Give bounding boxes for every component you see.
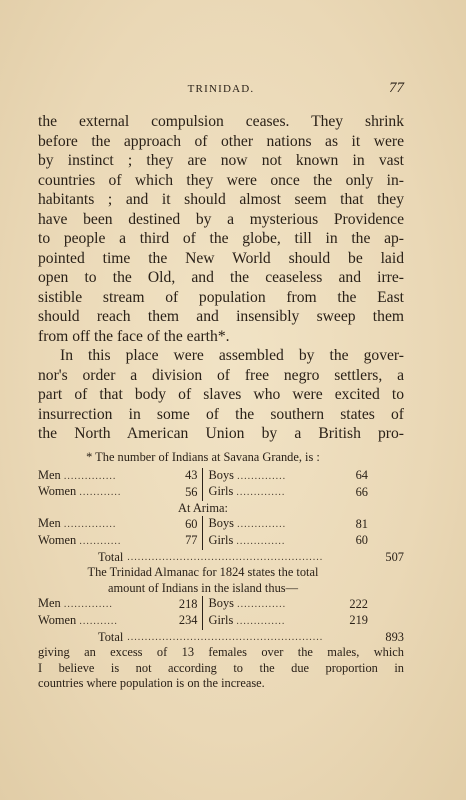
leader-dots: .............. <box>237 470 287 482</box>
table-row <box>38 596 368 613</box>
text-line: the external compulsion ceases. They shrink <box>38 113 404 130</box>
text-line: habitants ; and it should almost seem that they <box>38 191 404 208</box>
arima-table <box>38 516 368 549</box>
total-row <box>38 550 404 566</box>
leader-dots: ............ <box>79 487 122 499</box>
leader-dots: ........................................................ <box>127 631 324 643</box>
row-value: 60 <box>355 533 368 548</box>
body-text <box>38 112 404 444</box>
running-head <box>38 80 404 100</box>
row-value: 60 <box>158 516 202 533</box>
leader-dots: .............. <box>237 599 287 611</box>
row-value: 234 <box>158 613 202 630</box>
text-line: before the approach of other nations as it were <box>38 132 404 150</box>
text-line: giving an excess of 13 females over the males, which <box>38 645 404 660</box>
row-label: Men <box>38 516 61 531</box>
total-value: 893 <box>385 629 404 644</box>
leader-dots: .............. <box>236 615 286 627</box>
table-row <box>38 533 368 550</box>
text-line: part of that body of slaves who were excited to <box>38 386 404 403</box>
running-head-title: TRINIDAD. <box>187 83 255 95</box>
row-value: 218 <box>158 596 202 613</box>
row-value: 66 <box>355 484 368 499</box>
text-line: In this place were assembled by the gover- <box>60 347 404 364</box>
leader-dots: ............ <box>79 535 122 547</box>
row-label: Girls <box>208 484 234 499</box>
leader-dots: .............. <box>237 519 287 531</box>
row-label: Girls <box>208 532 234 547</box>
row-value: 219 <box>349 613 368 628</box>
row-value: 43 <box>158 468 202 485</box>
row-value: 222 <box>349 596 368 611</box>
table-row <box>38 484 368 501</box>
page-number: 77 <box>389 80 404 96</box>
total-label: Total <box>98 549 124 564</box>
text-line: the North American Union by a British pro- <box>38 425 404 442</box>
footnote-closing <box>38 645 404 692</box>
row-value: 56 <box>158 484 202 501</box>
leader-dots: ........... <box>79 615 118 627</box>
arima-heading: At Arima: <box>178 500 228 515</box>
row-label: Women <box>38 484 77 499</box>
island-table <box>38 596 368 629</box>
row-value: 77 <box>158 533 202 550</box>
total-label: Total <box>98 629 124 644</box>
row-value: 64 <box>355 468 368 483</box>
almanac-line: amount of Indians in the island thus— <box>108 580 298 595</box>
row-label: Men <box>38 596 61 611</box>
table-row <box>38 468 368 485</box>
text-line: to people a third of the globe, till in the ap- <box>38 230 404 247</box>
text-line: nor's order a division of free negro settlers, a <box>38 366 404 384</box>
text-line: countries where population is on the increase. <box>38 676 265 691</box>
row-label: Boys <box>208 596 234 611</box>
paragraph-1 <box>38 112 404 346</box>
table-row <box>38 613 368 630</box>
table-row <box>38 516 368 533</box>
row-label: Women <box>38 532 77 547</box>
footnote <box>38 450 404 692</box>
row-label: Boys <box>208 516 234 531</box>
leader-dots: ........................................................ <box>127 551 324 563</box>
paragraph-2 <box>38 346 404 444</box>
text-line: have been destined by a mysterious Providence <box>38 210 404 228</box>
text-line: from off the face of the earth*. <box>38 327 230 345</box>
leader-dots: .............. <box>63 599 113 611</box>
leader-dots: ............... <box>63 519 117 531</box>
row-label: Girls <box>208 612 234 627</box>
row-label: Men <box>38 467 61 482</box>
text-line: insurrection in some of the southern states of <box>38 405 404 423</box>
row-label: Boys <box>208 467 234 482</box>
total-value: 507 <box>385 549 404 564</box>
leader-dots: ............... <box>63 470 117 482</box>
text-line: I believe is not according to the due proportion in <box>38 660 404 675</box>
text-line: by instinct ; they are now not known in vast <box>38 152 404 169</box>
almanac-line: The Trinidad Almanac for 1824 states the total <box>87 565 319 580</box>
savana-table <box>38 468 368 501</box>
text-line: sistible stream of population from the East <box>38 288 404 306</box>
leader-dots: .............. <box>236 487 286 499</box>
row-label: Women <box>38 612 77 627</box>
row-value: 81 <box>355 516 368 531</box>
footnote-heading: * The number of Indians at Savana Grande, is : <box>86 450 320 464</box>
total-row <box>38 630 404 646</box>
leader-dots: .............. <box>236 535 286 547</box>
text-line: should reach them and insensibly sweep them <box>38 308 404 325</box>
text-line: countries of which they were once the only in- <box>38 171 404 189</box>
text-line: pointed time the New World should be laid <box>38 249 404 267</box>
text-line: open to the Old, and the ceaseless and irre- <box>38 269 404 286</box>
